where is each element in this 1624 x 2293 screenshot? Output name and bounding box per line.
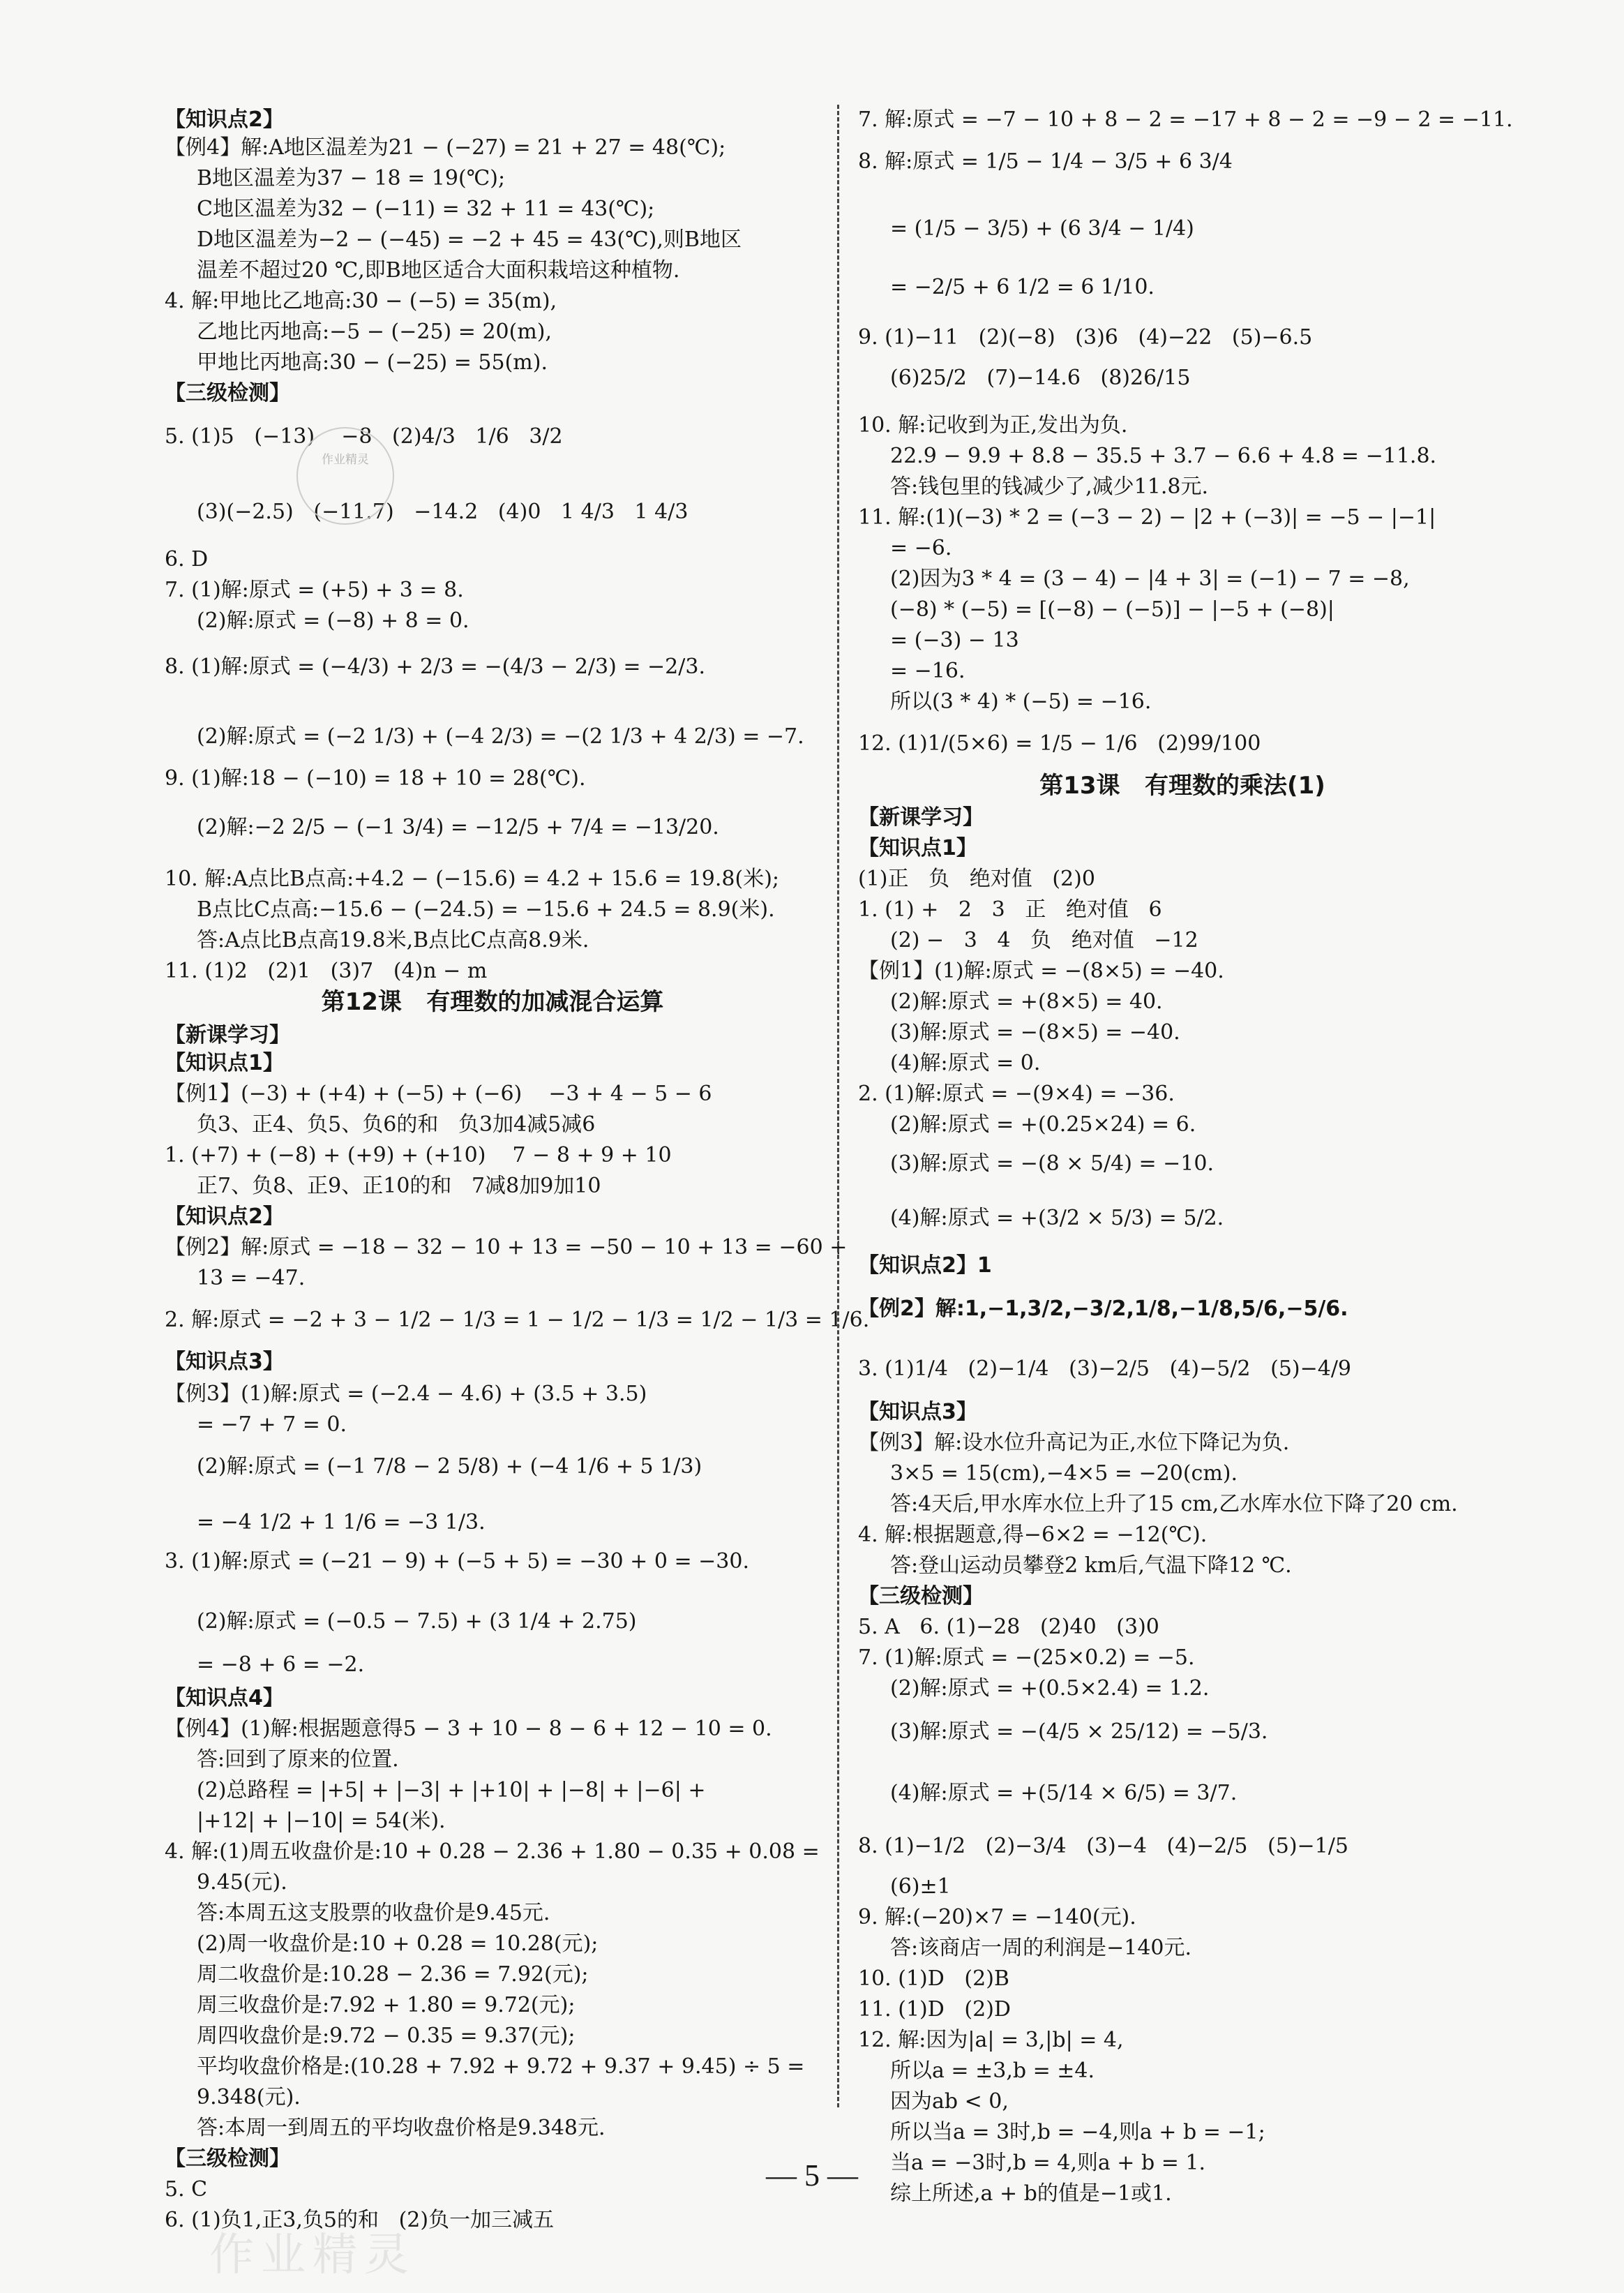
- right-col-line: 1. (1) + 2 3 正 绝对值 6: [858, 897, 1162, 922]
- left-col-line: 4. 解:甲地比乙地高:30 − (−5) = 35(m),: [165, 289, 557, 313]
- right-col-line: 22.9 − 9.9 + 8.8 − 35.5 + 3.7 − 6.6 + 4.8 = −11.8.: [890, 444, 1437, 468]
- watermark: 作业精灵: [209, 2229, 416, 2281]
- right-col-line: (2)解:原式 = +(8×5) = 40.: [890, 989, 1163, 1014]
- stamp-mark: 作业精灵: [296, 427, 394, 525]
- left-col-line: 正7、负8、正9、正10的和 7减8加9加10: [197, 1174, 601, 1198]
- right-col-line: (1)正 负 绝对值 (2)0: [858, 867, 1095, 891]
- right-col-line: 所以a = ±3,b = ±4.: [890, 2059, 1095, 2083]
- right-col-line: 12. 解:因为|a| = 3,|b| = 4,: [858, 2028, 1124, 2052]
- right-col-line: = (1/5 − 3/5) + (6 3/4 − 1/4): [890, 216, 1194, 241]
- left-col-heading: 【知识点1】: [165, 1051, 284, 1075]
- left-col-line: 13 = −47.: [197, 1266, 306, 1290]
- left-col-line: 答:本周五这支股票的收盘价是9.45元.: [197, 1901, 550, 1925]
- left-col-line: 【例1】(−3) + (+4) + (−5) + (−6) −3 + 4 − 5 − 6: [165, 1082, 712, 1106]
- left-col-line: 【例2】解:原式 = −18 − 32 − 10 + 13 = −50 − 10 + 13 = −60 +: [165, 1235, 848, 1260]
- right-col-line: (4)解:原式 = +(3/2 × 5/3) = 5/2.: [890, 1206, 1224, 1230]
- left-col-line: (2)解:原式 = (−1 7/8 − 2 5/8) + (−4 1/6 + 5 1/3): [197, 1454, 702, 1479]
- right-col-line: = (−3) − 13: [890, 628, 1019, 652]
- right-col-line: 5. A 6. (1)−28 (2)40 (3)0: [858, 1615, 1159, 1639]
- right-col-line: 11. (1)D (2)D: [858, 1997, 1011, 2022]
- left-col-heading: 【新课学习】: [165, 1023, 290, 1047]
- left-col-line: 9. (1)解:18 − (−10) = 18 + 10 = 28(℃).: [165, 766, 586, 791]
- right-col-line: (2) − 3 4 负 绝对值 −12: [890, 928, 1198, 953]
- right-col-line: 3×5 = 15(cm),−4×5 = −20(cm).: [890, 1461, 1238, 1486]
- right-col-line: 4. 解:根据题意,得−6×2 = −12(℃).: [858, 1523, 1208, 1547]
- right-col-heading: 【三级检测】: [858, 1584, 984, 1608]
- right-col-heading: 【例2】解:1,−1,3/2,−3/2,1/8,−1/8,5/6,−5/6.: [858, 1297, 1348, 1321]
- left-col-line: (2)解:原式 = (−0.5 − 7.5) + (3 1/4 + 2.75): [197, 1609, 637, 1634]
- right-col-line: 12. (1)1/(5×6) = 1/5 − 1/6 (2)99/100: [858, 731, 1261, 756]
- left-col-line: 周三收盘价是:7.92 + 1.80 = 9.72(元);: [197, 1993, 576, 2017]
- right-col-line: 10. 解:记收到为正,发出为负.: [858, 413, 1128, 438]
- left-col-line: 3. (1)解:原式 = (−21 − 9) + (−5 + 5) = −30 + 0 = −30.: [165, 1549, 749, 1574]
- right-col-line: 8. (1)−1/2 (2)−3/4 (3)−4 (4)−2/5 (5)−1/5: [858, 1834, 1348, 1858]
- right-col-line: 11. 解:(1)(−3) * 2 = (−3 − 2) − |2 + (−3)| = −5 − |−1|: [858, 505, 1436, 530]
- left-col-heading: 【知识点2】: [165, 1204, 284, 1229]
- left-col-line: (2)周一收盘价是:10 + 0.28 = 10.28(元);: [197, 1932, 599, 1956]
- right-col-line: (4)解:原式 = 0.: [890, 1051, 1041, 1075]
- left-col-line: 1. (+7) + (−8) + (+9) + (+10) 7 − 8 + 9 + 10: [165, 1143, 672, 1167]
- left-col-line: 【例4】(1)解:根据题意得5 − 3 + 10 − 8 − 6 + 12 − 10 = 0.: [165, 1717, 772, 1741]
- left-col-line: = −8 + 6 = −2.: [197, 1652, 365, 1677]
- left-col-line: 温差不超过20 ℃,即B地区适合大面积栽培这种植物.: [197, 258, 680, 283]
- left-col-line: 答:本周一到周五的平均收盘价格是9.348元.: [197, 2116, 606, 2140]
- right-col-line: (3)解:原式 = −(8 × 5/4) = −10.: [890, 1151, 1214, 1176]
- right-col-line: (3)解:原式 = −(4/5 × 25/12) = −5/3.: [890, 1719, 1268, 1744]
- right-col-line: 8. 解:原式 = 1/5 − 1/4 − 3/5 + 6 3/4: [858, 149, 1233, 174]
- right-col-line: (2)因为3 * 4 = (3 − 4) − |4 + 3| = (−1) − 7 = −8,: [890, 567, 1410, 591]
- right-col-heading: 【新课学习】: [858, 805, 984, 830]
- left-col-line: B地区温差为37 − 18 = 19(℃);: [197, 166, 506, 191]
- right-col-line: (2)解:原式 = +(0.5×2.4) = 1.2.: [890, 1676, 1210, 1701]
- right-col-line: (−8) * (−5) = [(−8) − (−5)] − |−5 + (−8)|: [890, 597, 1334, 622]
- right-col-line: = −6.: [890, 536, 952, 560]
- left-col-line: = −7 + 7 = 0.: [197, 1412, 347, 1437]
- left-col-line: 8. (1)解:原式 = (−4/3) + 2/3 = −(4/3 − 2/3) = −2/3.: [165, 655, 705, 679]
- right-col-line: 2. (1)解:原式 = −(9×4) = −36.: [858, 1082, 1175, 1106]
- right-col-line: 答:钱包里的钱减少了,减少11.8元.: [890, 475, 1208, 499]
- right-col-line: 所以(3 * 4) * (−5) = −16.: [890, 689, 1152, 714]
- right-col-line: 答:该商店一周的利润是−140元.: [890, 1936, 1192, 1960]
- left-col-heading: 【三级检测】: [165, 2146, 290, 2171]
- left-col-line: 6. D: [165, 547, 209, 572]
- left-col-line: (2)解:−2 2/5 − (−1 3/4) = −12/5 + 7/4 = −13/20.: [197, 815, 719, 839]
- right-col-line: (6)±1: [890, 1874, 951, 1899]
- left-col-line: 5. C: [165, 2177, 208, 2202]
- right-col-line: (6)25/2 (7)−14.6 (8)26/15: [890, 366, 1191, 390]
- right-col-heading: 【知识点1】: [858, 836, 977, 860]
- left-col-line: 9.348(元).: [197, 2085, 301, 2109]
- right-col-line: 7. 解:原式 = −7 − 10 + 8 − 2 = −17 + 8 − 2 = −9 − 2 = −11.: [858, 107, 1513, 132]
- left-col-line: (2)解:原式 = (−8) + 8 = 0.: [197, 608, 469, 633]
- right-col-line: 9. (1)−11 (2)(−8) (3)6 (4)−22 (5)−6.5: [858, 325, 1313, 350]
- right-col-line: 【例1】(1)解:原式 = −(8×5) = −40.: [858, 959, 1224, 983]
- left-col-line: 乙地比丙地高:−5 − (−25) = 20(m),: [197, 320, 552, 344]
- right-col-line: = −16.: [890, 659, 965, 683]
- left-col-line: 答:回到了原来的位置.: [197, 1747, 399, 1772]
- left-col-heading: 【知识点2】: [165, 107, 284, 132]
- right-col-line: 7. (1)解:原式 = −(25×0.2) = −5.: [858, 1645, 1195, 1670]
- left-col-line: 11. (1)2 (2)1 (3)7 (4)n − m: [165, 959, 488, 983]
- right-col-line: 10. (1)D (2)B: [858, 1966, 1009, 1991]
- left-col-line: 【例4】解:A地区温差为21 − (−27) = 21 + 27 = 48(℃);: [165, 135, 726, 160]
- left-col-line: 4. 解:(1)周五收盘价是:10 + 0.28 − 2.36 + 1.80 − 0.35 + 0.08 =: [165, 1839, 820, 1864]
- left-col-line: 【例3】(1)解:原式 = (−2.4 − 4.6) + (3.5 + 3.5): [165, 1382, 647, 1406]
- left-col-line: (2)解:原式 = (−2 1/3) + (−4 2/3) = −(2 1/3 + 4 2/3) = −7.: [197, 724, 804, 749]
- right-col-line: 【例3】解:设水位升高记为正,水位下降记为负.: [858, 1431, 1290, 1455]
- left-col-line: 6. (1)负1,正3,负5的和 (2)负一加三减五: [165, 2208, 555, 2232]
- page-number: — 5 —: [766, 2158, 858, 2193]
- right-col-line: (2)解:原式 = +(0.25×24) = 6.: [890, 1112, 1196, 1137]
- left-col-line: 答:A点比B点高19.8米,B点比C点高8.9米.: [197, 928, 589, 953]
- left-col-line: (3)(−2.5) (−11.7) −14.2 (4)0 1 4/3 1 4/3: [197, 500, 689, 524]
- right-col-line: 因为ab < 0,: [890, 2089, 1009, 2114]
- left-col-heading: 【三级检测】: [165, 381, 290, 405]
- left-col-line: 2. 解:原式 = −2 + 3 − 1/2 − 1/3 = 1 − 1/2 − 1/3 = 1/2 − 1/3 = 1/6.: [165, 1308, 870, 1332]
- left-col-line: 甲地比丙地高:30 − (−25) = 55(m).: [197, 350, 548, 375]
- left-col-line: 9.45(元).: [197, 1870, 287, 1895]
- left-col-heading: 【知识点3】: [165, 1350, 284, 1374]
- left-col-line: 周二收盘价是:10.28 − 2.36 = 7.92(元);: [197, 1962, 589, 1987]
- right-col-line: 3. (1)1/4 (2)−1/4 (3)−2/5 (4)−5/2 (5)−4/9: [858, 1357, 1352, 1381]
- left-col-line: D地区温差为−2 − (−45) = −2 + 45 = 43(℃),则B地区: [197, 227, 742, 252]
- left-col-line: 5. (1)5 (−13) −8 (2)4/3 1/6 3/2: [165, 424, 563, 449]
- right-col-line: 答:4天后,甲水库水位上升了15 cm,乙水库水位下降了20 cm.: [890, 1492, 1458, 1516]
- right-col-line: 9. 解:(−20)×7 = −140(元).: [858, 1905, 1136, 1929]
- left-col-line: 负3、正4、负5、负6的和 负3加4减5减6: [197, 1112, 596, 1137]
- left-col-line: 平均收盘价格是:(10.28 + 7.92 + 9.72 + 9.37 + 9.45) ÷ 5 =: [197, 2054, 805, 2079]
- right-col-line: 综上所述,a + b的值是−1或1.: [890, 2181, 1172, 2206]
- left-col-heading: 第12课 有理数的加减混合运算: [321, 988, 664, 1016]
- right-col-heading: 【知识点2】1: [858, 1253, 992, 1278]
- left-col-line: B点比C点高:−15.6 − (−24.5) = −15.6 + 24.5 = 8.9(米).: [197, 897, 775, 922]
- left-col-line: 7. (1)解:原式 = (+5) + 3 = 8.: [165, 578, 464, 602]
- right-col-line: (3)解:原式 = −(8×5) = −40.: [890, 1020, 1180, 1045]
- left-col-line: C地区温差为32 − (−11) = 32 + 11 = 43(℃);: [197, 197, 655, 221]
- right-col-line: 所以当a = 3时,b = −4,则a + b = −1;: [890, 2120, 1265, 2144]
- right-col-line: 当a = −3时,b = 4,则a + b = 1.: [890, 2151, 1206, 2175]
- right-col-line: 答:登山运动员攀登2 km后,气温下降12 ℃.: [890, 1553, 1292, 1578]
- right-col-line: (4)解:原式 = +(5/14 × 6/5) = 3/7.: [890, 1781, 1238, 1805]
- right-col-line: = −2/5 + 6 1/2 = 6 1/10.: [890, 275, 1155, 299]
- left-col-line: = −4 1/2 + 1 1/6 = −3 1/3.: [197, 1510, 486, 1534]
- left-col-line: (2)总路程 = |+5| + |−3| + |+10| + |−8| + |−6| +: [197, 1778, 706, 1802]
- right-col-heading: 【知识点3】: [858, 1400, 977, 1424]
- left-col-heading: 【知识点4】: [165, 1686, 284, 1710]
- right-col-heading: 第13课 有理数的乘法(1): [1039, 772, 1325, 800]
- column-divider: [837, 105, 839, 2107]
- left-col-line: 10. 解:A点比B点高:+4.2 − (−15.6) = 4.2 + 15.6 = 19.8(米);: [165, 867, 780, 891]
- left-col-line: 周四收盘价是:9.72 − 0.35 = 9.37(元);: [197, 2024, 576, 2048]
- left-col-line: |+12| + |−10| = 54(米).: [197, 1809, 446, 1833]
